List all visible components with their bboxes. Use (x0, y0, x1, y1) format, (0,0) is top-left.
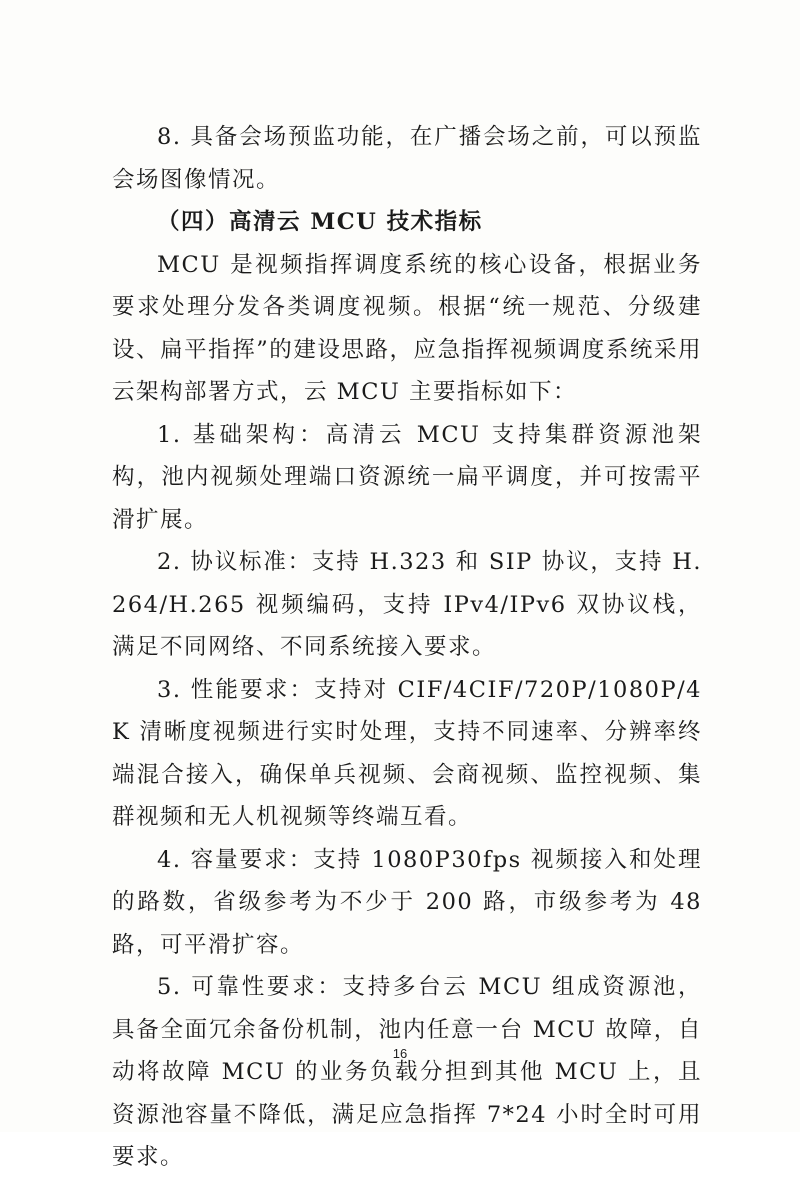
paragraph-item-4: 4. 容量要求：支持 1080P30fps 视频接入和处理的路数，省级参考为不少于 200 路，市级参考为 48 路，可平滑扩容。 (112, 846, 702, 958)
paragraph-intro: MCU 是视频指挥调度系统的核心设备，根据业务要求处理分发各类调度视频。根据“统一规范、分级建设、扁平指挥”的建设思路，应急指挥视频调度系统采用云架构部署方式，云 MCU 主要指标如下： (112, 251, 702, 405)
paragraph-item-5: 5. 可靠性要求：支持多台云 MCU 组成资源池，具备全面冗余备份机制，池内任意一台 MCU 故障，自动将故障 MCU 的业务负载分担到其他 MCU 上，且资源池容量不降低，满足应急指挥 7*24 小时全时可用要求。 (112, 974, 702, 1170)
section-heading: （四）高清云 MCU 技术指标 (157, 209, 483, 235)
paragraph-item-3: 3. 性能要求：支持对 CIF/4CIF/720P/1080P/4K 清晰度视频进行实时处理，支持不同速率、分辨率终端混合接入，确保单兵视频、会商视频、监控视频、集群视频和无人机视频等终端互看。 (112, 676, 702, 830)
paragraph-item-1: 1. 基础架构：高清云 MCU 支持集群资源池架构，池内视频处理端口资源统一扁平调度，并可按需平滑扩展。 (112, 421, 702, 533)
paragraph-item-2: 2. 协议标准：支持 H.323 和 SIP 协议，支持 H.264/H.265 视频编码，支持 IPv4/IPv6 双协议栈，满足不同网络、不同系统接入要求。 (112, 549, 702, 660)
paragraph-item-8: 8. 具备会场预监功能，在广播会场之前，可以预监会场图像情况。 (112, 124, 702, 193)
document-body (112, 116, 702, 1179)
page-number: 16 (392, 1046, 408, 1061)
